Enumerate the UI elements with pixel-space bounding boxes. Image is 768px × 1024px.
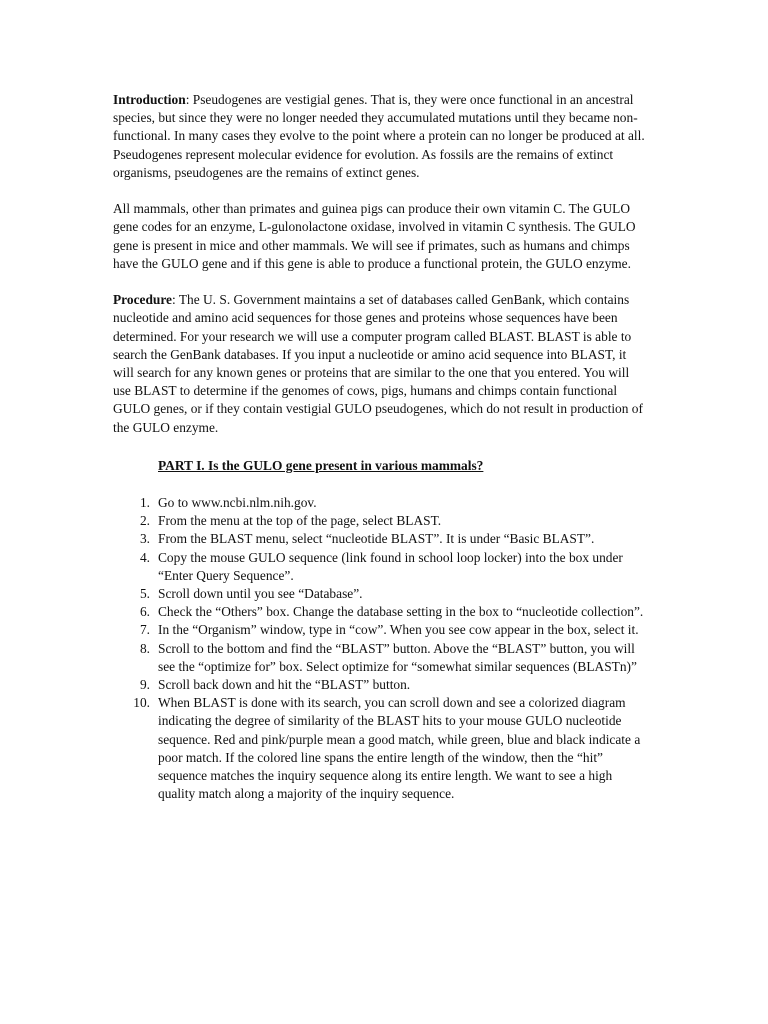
part-heading: PART I. Is the GULO gene present in various mammals? <box>158 457 484 473</box>
step-text: Scroll back down and hit the “BLAST” button. <box>158 677 411 693</box>
step-item <box>113 549 648 585</box>
step-number: 9. <box>139 677 150 693</box>
step-item <box>113 603 648 621</box>
procedure-text: : The U. S. Government maintains a set of databases called GenBank, which contains nucleotide and amino acid sequences for those genes and proteins whose sequences have been determined. For your research we will use a computer program called BLAST. BLAST is able to search the GenBank databases. If you input a nucleotide or amino acid sequence into BLAST, it will search for any known genes or proteins that are similar to the one that you entered. You will use BLAST to determine if the genomes of cows, pigs, humans and chimps contain functional GULO genes, or if they contain vestigial GULO pseudogenes, which do not result in production of the GULO enzyme. <box>113 292 643 435</box>
step-number: 1. <box>139 495 150 511</box>
step-item <box>113 494 648 512</box>
step-item <box>113 530 648 548</box>
introduction-text: : Pseudogenes are vestigial genes. That is, they were once functional in an ancestral species, but since they were no longer needed they accumulated mutations until they became non-functional. In many cases they evolve to the point where a protein can no longer be produced at all. Pseudogenes represent molecular evidence for evolution. As fossils are the remains of extinct organisms, pseudogenes are the remains of extinct genes. <box>113 92 645 180</box>
step-number: 3. <box>139 531 150 547</box>
step-number: 8. <box>139 640 150 656</box>
step-text: Scroll down until you see “Database”. <box>158 586 363 602</box>
steps-list <box>113 494 648 803</box>
step-item <box>113 585 648 603</box>
step-number: 7. <box>139 622 150 638</box>
step-text: From the menu at the top of the page, select BLAST. <box>158 513 442 529</box>
procedure-paragraph <box>113 291 648 437</box>
step-text: When BLAST is done with its search, you can scroll down and see a colorized diagram indicating the degree of similarity of the BLAST hits to your mouse GULO nucleotide sequence. Red and pink/purple mean a good match, while green, blue and black indicate a poor match. If the colored line spans the entire length of the window, then the “hit” sequence matches the inquiry sequence along its entire length. We want to see a high quality match along a majority of the inquiry sequence. <box>158 695 641 802</box>
introduction-paragraph <box>113 91 648 182</box>
step-item <box>113 640 648 676</box>
introduction-label: Introduction <box>113 92 186 107</box>
step-text: In the “Organism” window, type in “cow”. When you see cow appear in the box, select it. <box>158 622 639 638</box>
step-text: Check the “Others” box. Change the database setting in the box to “nucleotide collection”. <box>158 604 644 620</box>
step-item <box>113 694 648 803</box>
step-number: 6. <box>139 604 150 620</box>
step-text: Copy the mouse GULO sequence (link found in school loop locker) into the box under “Enter Query Sequence”. <box>158 549 623 583</box>
step-text: Go to www.ncbi.nlm.nih.gov. <box>158 495 317 511</box>
step-number: 2. <box>139 513 150 529</box>
step-number: 4. <box>139 549 150 565</box>
step-text: From the BLAST menu, select “nucleotide BLAST”. It is under “Basic BLAST”. <box>158 531 595 547</box>
mammals-paragraph: All mammals, other than primates and guinea pigs can produce their own vitamin C. The GULO gene codes for an enzyme, L-gulonolactone oxidase, involved in vitamin C synthesis. The GULO gene is present in mice and other mammals. We will see if primates, such as humans and chimps have the GULO gene and if this gene is able to produce a functional protein, the GULO enzyme. <box>113 201 636 271</box>
step-number: 10. <box>133 695 150 711</box>
step-item <box>113 676 648 694</box>
step-text: Scroll to the bottom and find the “BLAST” button. Above the “BLAST” button, you will see the “optimize for” box. Select optimize for “somewhat similar sequences (BLASTn)” <box>158 640 637 674</box>
step-item <box>113 621 648 639</box>
step-item <box>113 512 648 530</box>
step-number: 5. <box>139 586 150 602</box>
procedure-label: Procedure <box>113 292 173 308</box>
